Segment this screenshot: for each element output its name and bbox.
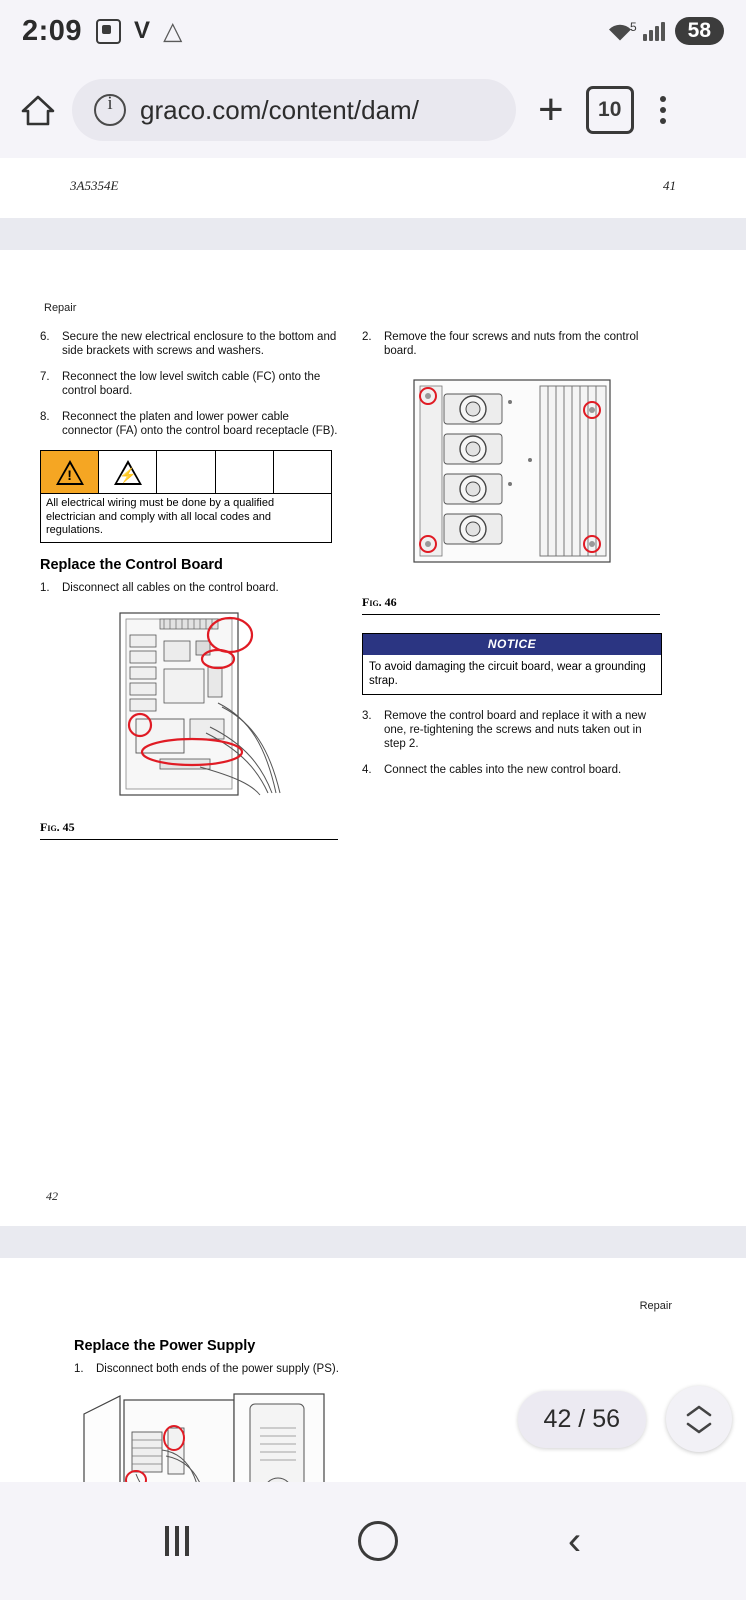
list-item: 6. Secure the new electrical enclosure to the bottom and side brackets with screws and washers. bbox=[40, 331, 337, 357]
page-separator bbox=[0, 218, 746, 250]
back-icon[interactable]: ‹ bbox=[567, 1519, 582, 1563]
list-item: 2. Remove the four screws and nuts from the control board. bbox=[362, 331, 639, 357]
status-system-icons bbox=[607, 17, 724, 45]
right-steps-after-list bbox=[362, 709, 662, 777]
status-time: 2:09 bbox=[22, 14, 83, 47]
section-title-power-supply: Replace the Power Supply bbox=[74, 1338, 256, 1354]
system-nav-bar bbox=[0, 1482, 746, 1600]
home-icon[interactable] bbox=[20, 92, 56, 128]
warning-cell-empty-3 bbox=[274, 451, 331, 493]
left-column bbox=[40, 330, 340, 840]
cellular-signal-icon bbox=[643, 21, 665, 41]
running-head-next: Repair bbox=[639, 1300, 672, 1312]
list-item: 1. Disconnect all cables on the control board. bbox=[40, 581, 279, 594]
page-separator-2 bbox=[0, 1226, 746, 1258]
power-supply-steps bbox=[74, 1362, 706, 1376]
screenshot-icon bbox=[96, 19, 121, 44]
figure-45-caption: Fig. 45 bbox=[40, 819, 75, 834]
figure-45-rule bbox=[40, 839, 338, 840]
right-steps-list bbox=[362, 330, 662, 358]
page-indicator[interactable]: 42 / 56 bbox=[518, 1391, 646, 1448]
recent-apps-icon[interactable] bbox=[165, 1526, 189, 1556]
electric-shock-icon: ⚡ bbox=[99, 451, 157, 493]
status-notification-icons bbox=[96, 16, 185, 45]
battery-badge: 58 bbox=[675, 17, 724, 45]
right-column bbox=[362, 330, 662, 840]
page-number-41: 41 bbox=[663, 178, 676, 193]
url-text: graco.com/content/dam/ bbox=[140, 94, 419, 125]
gmail-icon: △ bbox=[163, 16, 185, 45]
list-item: 4. Connect the cables into the new control board. bbox=[362, 764, 622, 776]
warning-cell-empty-2 bbox=[216, 451, 274, 493]
figure-46-caption: Fig. 46 bbox=[362, 595, 397, 609]
warning-cell-empty-1 bbox=[157, 451, 215, 493]
notice-title: NOTICE bbox=[363, 634, 661, 655]
list-item: 3. Remove the control board and replace it with a new one, re-tightening the screws and nuts taken out in step 2. bbox=[362, 710, 647, 750]
new-tab-button[interactable]: + bbox=[538, 85, 564, 134]
notice-body: To avoid damaging the circuit board, wear a grounding strap. bbox=[369, 661, 646, 687]
warning-triangle-icon: ! bbox=[41, 451, 99, 493]
figure-46-image bbox=[362, 372, 662, 587]
notice-box bbox=[362, 633, 662, 695]
figure-46-rule bbox=[362, 614, 660, 615]
pdf-page-42 bbox=[0, 250, 746, 1226]
doc-number: 3A5354E bbox=[70, 178, 119, 193]
section-title-control-board: Replace the Control Board bbox=[40, 556, 223, 573]
running-head: Repair bbox=[44, 302, 77, 314]
page-number-42: 42 bbox=[46, 1189, 58, 1203]
left-steps-list bbox=[40, 330, 340, 438]
site-info-icon[interactable] bbox=[94, 94, 126, 126]
scroll-updown-icon[interactable] bbox=[666, 1386, 732, 1452]
pdf-page-41-footer bbox=[0, 158, 746, 218]
control-board-steps bbox=[40, 581, 340, 595]
tab-count-button[interactable]: 10 bbox=[586, 86, 634, 134]
list-item: 7. Reconnect the low level switch cable (FC) onto the control board. bbox=[40, 371, 321, 397]
figure-45-image bbox=[40, 607, 340, 812]
list-item: 8. Reconnect the platen and lower power cable connector (FA) onto the control board receptacle (FB). bbox=[40, 411, 338, 437]
web-content-viewport[interactable] bbox=[0, 158, 746, 1482]
list-item: 1. Disconnect both ends of the power supply (PS). bbox=[74, 1363, 339, 1375]
v-icon: V bbox=[134, 17, 151, 44]
overflow-menu-button[interactable] bbox=[650, 96, 676, 124]
warning-text: All electrical wiring must be done by a qualified electrician and comply with all local codes and regulations. bbox=[41, 493, 331, 542]
home-circle-icon[interactable] bbox=[358, 1521, 398, 1561]
url-bar[interactable] bbox=[72, 79, 516, 141]
warning-table bbox=[40, 450, 332, 543]
wifi-icon: 5 bbox=[607, 21, 633, 41]
status-bar bbox=[0, 0, 746, 62]
pdf-page-43 bbox=[0, 1258, 746, 1482]
browser-toolbar bbox=[0, 62, 746, 158]
